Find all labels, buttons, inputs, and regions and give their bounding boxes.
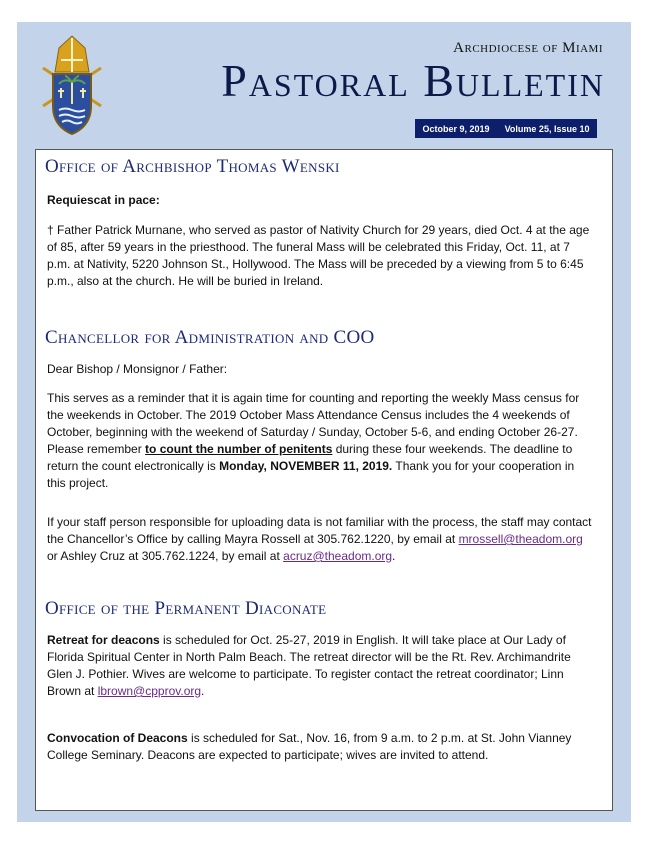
obituary-paragraph: † Father Patrick Murnane, who served as pastor of Nativity Church for 29 years, died Oct. 4 at the age of 85, after 59 years in the priesthood. The funeral Mass will be celebrated this Friday, Oct. 11, at 7 p.m. at Nativity, 5220 Johnson St., Hollywood. The Mass will be preceded by a viewing from 5 to 6:45 p.m., also at the church. He will be buried in Ireland. bbox=[47, 223, 590, 288]
penitents-emphasis: to count the number of penitents bbox=[145, 442, 333, 456]
bulletin-title: Pastoral Bulletin bbox=[221, 55, 605, 106]
census-paragraph: This serves as a reminder that it is again time for counting and reporting the weekly Mass census for the weekends in October. The 2019 October Mass Attendance Census includes the 4 weekends of October, beginning with the weekend of Saturday / Sunday, October 5-6, and ending October 26-27. Please remember to count the number of penitents during these four weekends. The deadline to return the count electronically is Monday, NOVEMBER 11, 2019. Thank you for your cooperation in this project. bbox=[47, 391, 580, 490]
archdiocese-crest-icon bbox=[37, 34, 107, 136]
convocation-paragraph: Convocation of Deacons is scheduled for Sat., Nov. 16, from 9 a.m. to 2 p.m. at St. John Vianney College Seminary. Deacons are expected to participate; wives are invited to attend. bbox=[47, 731, 572, 762]
section-title-diaconate: Office of the Permanent Diaconate bbox=[45, 598, 327, 619]
email-link-lbrown[interactable]: lbrown@cpprov.org bbox=[97, 684, 202, 698]
bulletin-frame bbox=[17, 22, 631, 822]
issue-date: October 9, 2019 bbox=[422, 123, 490, 134]
retreat-lead: Retreat for deacons bbox=[47, 633, 160, 647]
bulletin-content bbox=[35, 149, 613, 811]
census-deadline: Monday, NOVEMBER 11, 2019. bbox=[219, 459, 393, 473]
requiescat-heading: Requiescat in pace: bbox=[47, 193, 160, 207]
issue-volume: Volume 25, Issue 10 bbox=[504, 123, 590, 134]
section-title-archbishop: Office of Archbishop Thomas Wenski bbox=[45, 156, 340, 177]
chancellor-greeting: Dear Bishop / Monsignor / Father: bbox=[47, 362, 228, 376]
retreat-paragraph: Retreat for deacons is scheduled for Oct. 25-27, 2019 in English. It will take place at Our Lady of Florida Spiritual Center in North Palm Beach. The retreat director will be the Rt. Rev. Archimandrite Glen J. Pothier. Wives are welcome to participate. To register contact the retreat coordinator; Linn Brown at lbrown@cpprov.org. bbox=[47, 633, 571, 698]
issue-info-bar bbox=[415, 119, 597, 138]
archdiocese-name: Archdiocese of Miami bbox=[453, 40, 603, 56]
convocation-lead: Convocation of Deacons bbox=[47, 731, 188, 745]
masthead-header bbox=[17, 22, 631, 147]
email-link-mrossell[interactable]: mrossell@theadom.org bbox=[458, 532, 583, 546]
section-title-chancellor: Chancellor for Administration and COO bbox=[45, 327, 375, 348]
contact-paragraph: If your staff person responsible for uploading data is not familiar with the process, the staff may contact the Chancellor’s Office by calling Mayra Rossell at 305.762.1220, by email at mrossell@theadom.org or Ashley Cruz at 305.762.1224, by email at acruz@theadom.org. bbox=[47, 515, 592, 563]
email-link-acruz[interactable]: acruz@theadom.org bbox=[283, 549, 393, 563]
